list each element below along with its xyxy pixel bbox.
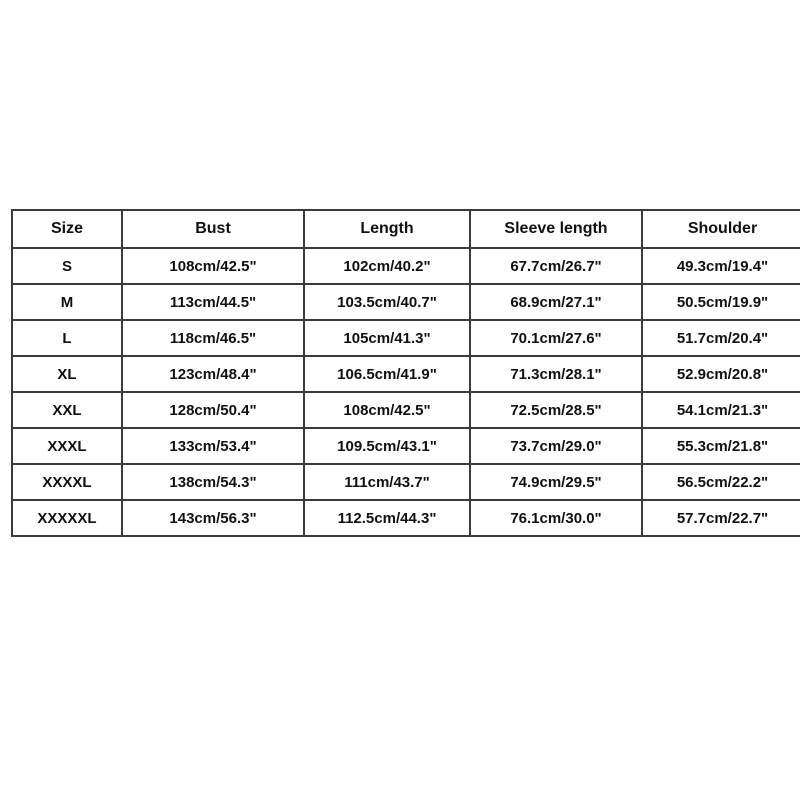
- cell-shoulder: 54.1cm/21.3": [642, 392, 800, 428]
- cell-sleeve-length: 73.7cm/29.0": [470, 428, 642, 464]
- cell-sleeve-length: 76.1cm/30.0": [470, 500, 642, 536]
- cell-bust: 143cm/56.3": [122, 500, 304, 536]
- cell-shoulder: 51.7cm/20.4": [642, 320, 800, 356]
- table-row: [12, 320, 800, 356]
- cell-sleeve-length: 74.9cm/29.5": [470, 464, 642, 500]
- cell-length: 111cm/43.7": [304, 464, 470, 500]
- cell-length: 106.5cm/41.9": [304, 356, 470, 392]
- header-sleeve-length: Sleeve length: [470, 210, 642, 248]
- cell-sleeve-length: 68.9cm/27.1": [470, 284, 642, 320]
- cell-shoulder: 56.5cm/22.2": [642, 464, 800, 500]
- table-row: [12, 428, 800, 464]
- cell-length: 109.5cm/43.1": [304, 428, 470, 464]
- cell-size: XXL: [12, 392, 122, 428]
- size-chart-table: [11, 209, 800, 537]
- header-bust: Bust: [122, 210, 304, 248]
- cell-shoulder: 52.9cm/20.8": [642, 356, 800, 392]
- cell-shoulder: 50.5cm/19.9": [642, 284, 800, 320]
- cell-bust: 118cm/46.5": [122, 320, 304, 356]
- cell-length: 103.5cm/40.7": [304, 284, 470, 320]
- cell-shoulder: 49.3cm/19.4": [642, 248, 800, 284]
- cell-size: XXXXXL: [12, 500, 122, 536]
- cell-size: XXXXL: [12, 464, 122, 500]
- table-row: [12, 500, 800, 536]
- cell-length: 112.5cm/44.3": [304, 500, 470, 536]
- cell-size: S: [12, 248, 122, 284]
- cell-sleeve-length: 70.1cm/27.6": [470, 320, 642, 356]
- table-row: [12, 248, 800, 284]
- header-size: Size: [12, 210, 122, 248]
- cell-length: 102cm/40.2": [304, 248, 470, 284]
- cell-size: XL: [12, 356, 122, 392]
- table-row: [12, 464, 800, 500]
- header-length: Length: [304, 210, 470, 248]
- cell-sleeve-length: 72.5cm/28.5": [470, 392, 642, 428]
- cell-bust: 128cm/50.4": [122, 392, 304, 428]
- cell-sleeve-length: 67.7cm/26.7": [470, 248, 642, 284]
- cell-size: M: [12, 284, 122, 320]
- cell-bust: 133cm/53.4": [122, 428, 304, 464]
- cell-bust: 113cm/44.5": [122, 284, 304, 320]
- cell-shoulder: 57.7cm/22.7": [642, 500, 800, 536]
- cell-length: 105cm/41.3": [304, 320, 470, 356]
- cell-length: 108cm/42.5": [304, 392, 470, 428]
- cell-size: XXXL: [12, 428, 122, 464]
- cell-bust: 108cm/42.5": [122, 248, 304, 284]
- table-row: [12, 284, 800, 320]
- cell-sleeve-length: 71.3cm/28.1": [470, 356, 642, 392]
- cell-size: L: [12, 320, 122, 356]
- table-header-row: [12, 210, 800, 248]
- table-row: [12, 356, 800, 392]
- cell-bust: 123cm/48.4": [122, 356, 304, 392]
- cell-shoulder: 55.3cm/21.8": [642, 428, 800, 464]
- table-row: [12, 392, 800, 428]
- cell-bust: 138cm/54.3": [122, 464, 304, 500]
- header-shoulder: Shoulder: [642, 210, 800, 248]
